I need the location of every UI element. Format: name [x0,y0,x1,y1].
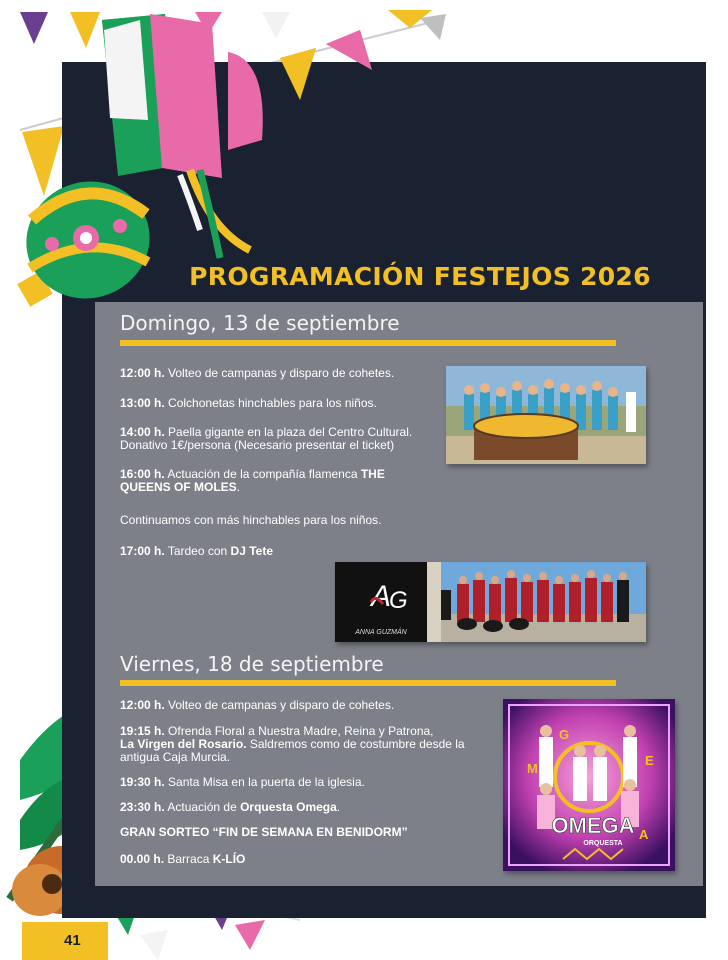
svg-text:E: E [645,753,654,768]
logo-text: ANNA GUZMÁN [355,629,407,636]
event-item: 14:00 h. Paella gigante en la plaza del Centro Cultural. Donativo 1€/persona (Necesario presentar el ticket) [120,425,413,452]
event-item: Continuamos con más hinchables para los niños. [120,513,382,527]
event-item: 17:00 h. Tardeo con DJ Tete [120,544,273,558]
svg-text:A: A [639,827,649,842]
event-item: 12:00 h. Volteo de campanas y disparo de cohetes. [120,366,395,380]
event-item: 12:00 h. Volteo de campanas y disparo de cohetes. [120,698,395,712]
svg-text:ORQUESTA: ORQUESTA [583,840,623,847]
anna-guzman-logo [335,562,427,642]
flamenco-group-photo [427,562,646,642]
page-number: 41 [22,922,108,960]
svg-text:A: A [370,580,392,613]
event-item: 19:15 h. Ofrenda Floral a Nuestra Madre, Reina y Patrona, La Virgen del Rosario. Saldremos como de costumbre desde la antigua Caja Murcia. [120,724,465,764]
svg-text:G: G [559,727,570,742]
event-item: GRAN SORTEO “FIN DE SEMANA EN BENIDORM” [120,825,408,839]
day-heading-sunday: Domingo, 13 de septiembre [120,311,400,335]
event-item: 16:00 h. Actuación de la compañía flamenca THE QUEENS OF MOLES. [120,467,385,494]
event-item: 00.00 h. Barraca K-LÍO [120,852,246,866]
paella-photo [446,366,646,464]
svg-text:G: G [389,587,408,614]
event-item: 19:30 h. Santa Misa en la puerta de la iglesia. [120,775,365,789]
orquesta-omega-poster [503,699,675,871]
event-item: 13:00 h. Colchonetas hinchables para los niños. [120,396,377,410]
section-underline [120,680,616,686]
page-title: PROGRAMACIÓN FESTEJOS 2026 [189,262,651,291]
svg-text:M: M [527,761,538,776]
day-heading-friday: Viernes, 18 de septiembre [120,652,384,676]
section-underline [120,340,616,346]
event-item: 23:30 h. Actuación de Orquesta Omega. [120,800,341,814]
svg-text:OMEGA: OMEGA [551,813,635,838]
